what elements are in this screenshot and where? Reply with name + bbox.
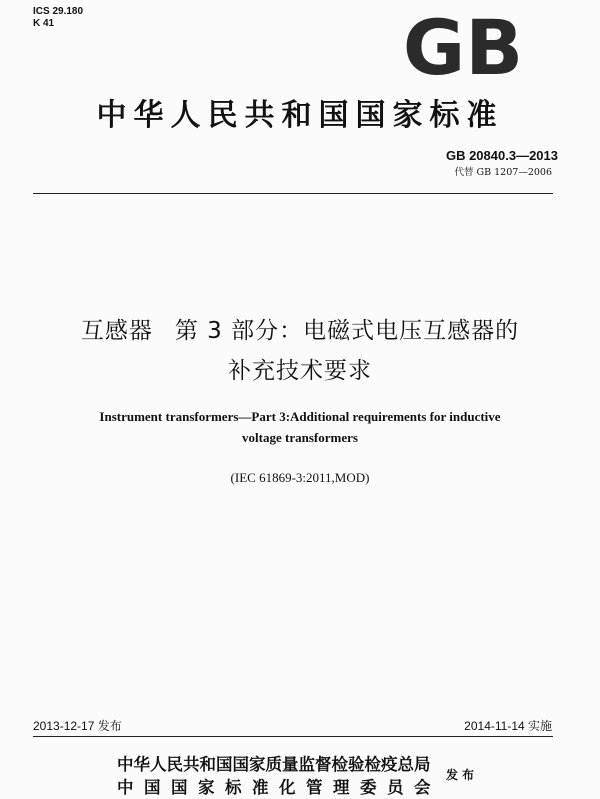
- chinese-title-part: 第 3 部分：电磁式电压互感器的: [174, 318, 520, 344]
- publisher-sac: 中国国家标准化管理委员会: [117, 778, 441, 797]
- english-title-line2: voltage transformers: [242, 430, 358, 445]
- replaces-standard: 代替 GB 1207—2006: [454, 167, 552, 178]
- svg-text:GB: GB: [402, 10, 524, 82]
- ics-code: ICS 29.180: [33, 6, 84, 17]
- issue-date: 2013-12-17 发布: [33, 719, 122, 733]
- chinese-title-line2: 补充技术要求: [228, 358, 372, 384]
- publish-label: 发布: [446, 768, 479, 782]
- standard-number: GB 20840.3—2013: [445, 148, 558, 163]
- english-title-line1: Instrument transformers—Part 3:Additional requirements for inductive: [99, 409, 501, 424]
- top-divider: [33, 193, 553, 194]
- gb-logo: [398, 10, 528, 82]
- implementation-date: 2014-11-14 实施: [464, 719, 552, 733]
- chinese-title-line1: [40, 312, 560, 345]
- standard-type-title: 中华人民共和国国家标准: [96, 98, 504, 133]
- bottom-divider: [33, 736, 553, 737]
- publisher-aqsiq: 中华人民共和国国家质量监督检验检疫总局: [117, 755, 431, 774]
- classification-codes: [33, 6, 83, 30]
- ccs-code: K 41: [33, 18, 55, 29]
- iec-reference: (IEC 61869-3:2011,MOD): [230, 470, 370, 485]
- chinese-title-main: 互感器: [80, 318, 153, 344]
